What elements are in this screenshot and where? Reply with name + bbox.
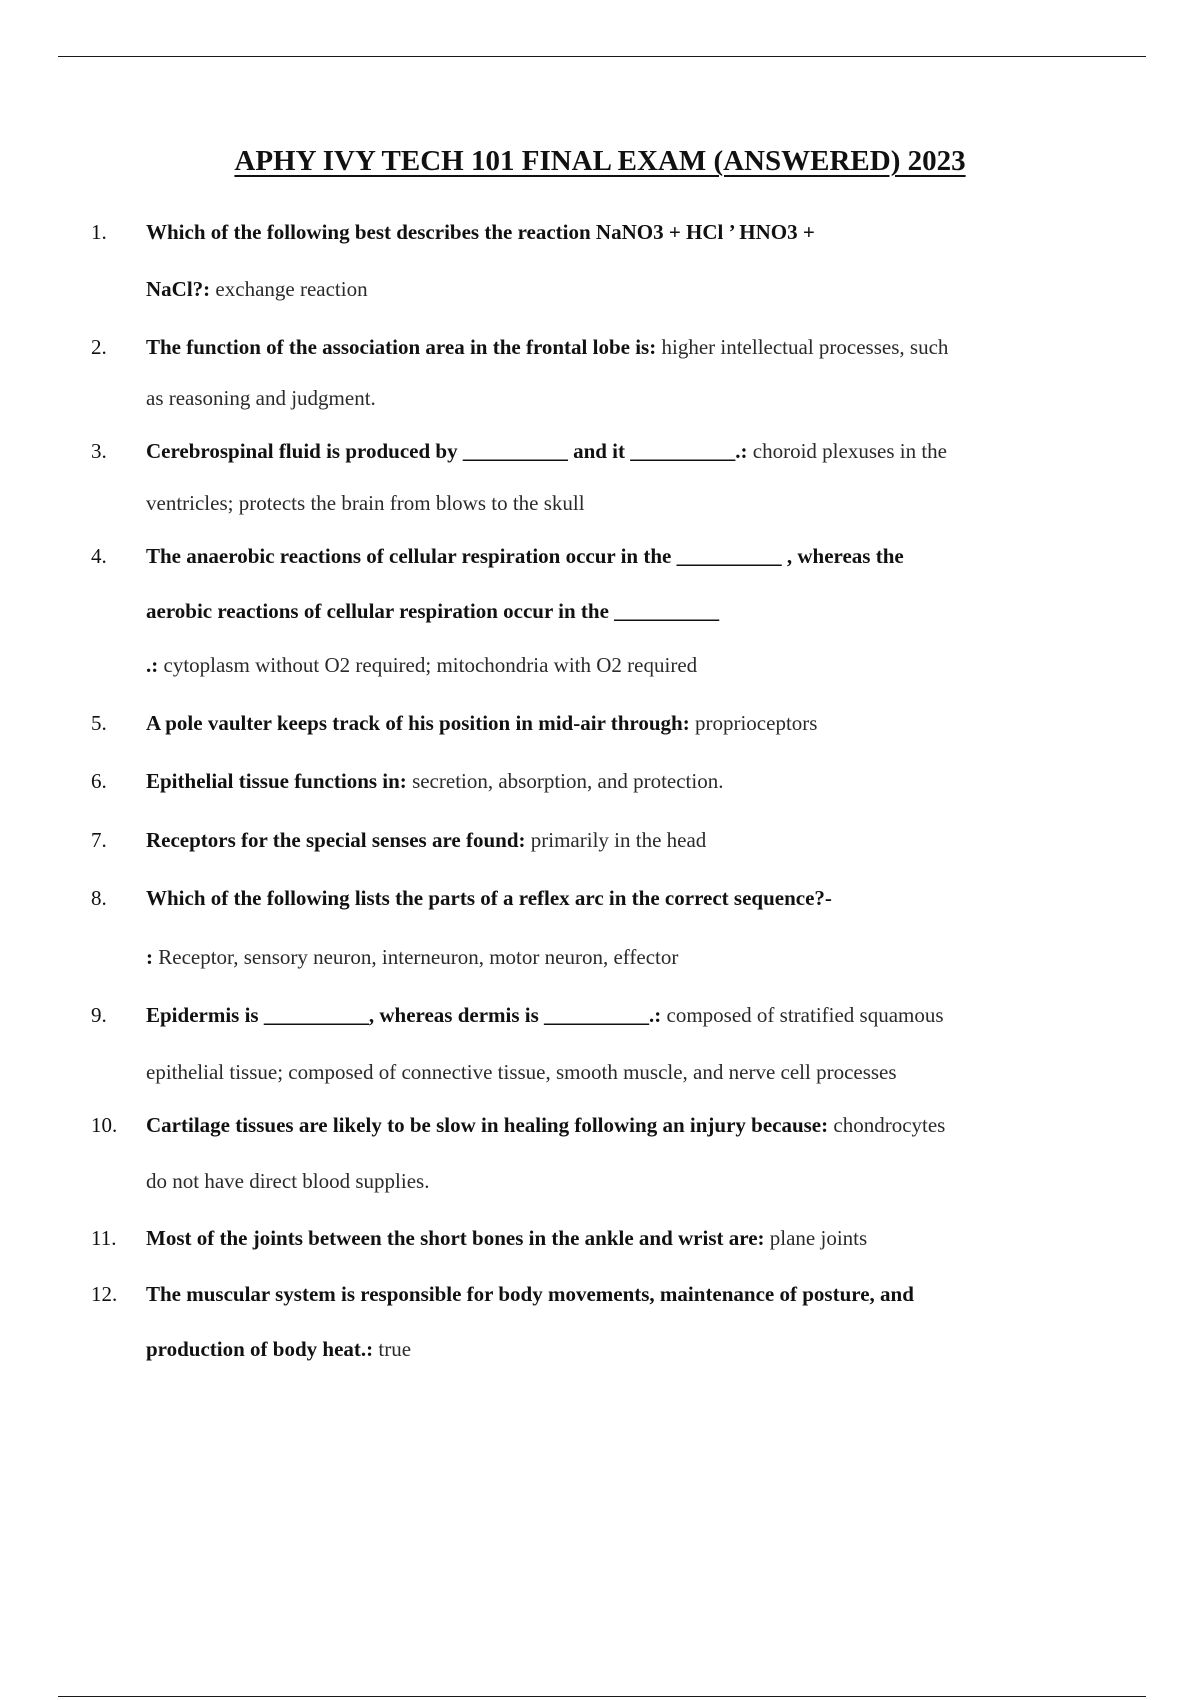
answer-text: ventricles; protects the brain from blows to the skull [146,491,585,515]
question-text: .: [146,653,159,677]
question-text: Most of the joints between the short bones in the ankle and wrist are: [146,1226,765,1250]
question-text: Which of the following best describes the reaction NaNO3 + HCl ’ HNO3 + [146,220,815,244]
question-text: The muscular system is responsible for body movements, maintenance of posture, and [146,1282,914,1306]
answer-text: exchange reaction [210,277,368,301]
answer-text: as reasoning and judgment. [146,386,376,410]
answer-text: Receptor, sensory neuron, interneuron, motor neuron, effector [153,945,679,969]
question-line [146,943,1086,971]
question-line [146,651,1086,679]
question-line [146,489,1086,517]
question-line [146,1001,1086,1029]
question-number: 1. [91,220,107,244]
question-text: Cartilage tissues are likely to be slow in healing following an injury because: [146,1113,829,1137]
question-text: aerobic reactions of cellular respiration occur in the __________ [146,599,720,623]
question-number: 3. [91,439,107,463]
question-number: 10. [91,1113,118,1137]
question-number: 11. [91,1226,117,1250]
question-line [146,333,1086,361]
question-line [146,1335,1086,1363]
question-text: The function of the association area in the frontal lobe is: [146,335,657,359]
answer-text: plane joints [764,1226,868,1250]
question-line [146,218,1086,246]
page-title [0,143,1200,179]
answer-text: choroid plexuses in the [747,439,947,463]
question-line [146,542,1086,570]
question-text: NaCl?: [146,277,211,301]
answer-text: secretion, absorption, and protection. [406,769,724,793]
question-text: production of body heat.: [146,1337,374,1361]
answer-text: composed of stratified squamous [661,1003,944,1027]
question-text: : [146,945,153,969]
question-text: Cerebrospinal fluid is produced by __________ and it __________.: [146,439,748,463]
question-line [146,884,1086,912]
question-line [146,1058,1086,1086]
answer-text: epithelial tissue; composed of connective tissue, smooth muscle, and nerve cell processes [146,1060,897,1084]
question-line [146,1280,1086,1308]
answer-text: true [373,1337,412,1361]
question-text: Receptors for the special senses are found: [146,828,526,852]
question-line [146,826,1086,854]
question-text: Which of the following lists the parts of a reflex arc in the correct sequence?- [146,886,832,910]
question-number: 8. [91,886,107,910]
answer-text: proprioceptors [689,711,818,735]
question-number: 6. [91,769,107,793]
top-rule [58,56,1146,57]
question-number: 7. [91,828,107,852]
page-title-text: APHY IVY TECH 101 FINAL EXAM (ANSWERED) 2023 [234,145,966,177]
question-line [146,1224,1086,1252]
question-number: 9. [91,1003,107,1027]
question-number: 5. [91,711,107,735]
question-line [146,767,1086,795]
question-line [146,1111,1086,1139]
question-number: 4. [91,544,107,568]
question-text: The anaerobic reactions of cellular respiration occur in the __________ , whereas the [146,544,904,568]
question-text: A pole vaulter keeps track of his position in mid-air through: [146,711,690,735]
question-line [146,384,1086,412]
question-line [146,1167,1086,1195]
question-line [146,597,1086,625]
question-number: 12. [91,1282,118,1306]
question-text: Epidermis is __________, whereas dermis is __________.: [146,1003,662,1027]
answer-text: do not have direct blood supplies. [146,1169,430,1193]
answer-text: primarily in the head [525,828,707,852]
answer-text: chondrocytes [828,1113,946,1137]
answer-text: higher intellectual processes, such [656,335,949,359]
bottom-rule [58,1696,1146,1697]
question-line [146,275,1086,303]
answer-text: cytoplasm without O2 required; mitochondria with O2 required [158,653,698,677]
question-line [146,709,1086,737]
question-text: Epithelial tissue functions in: [146,769,407,793]
question-line [146,437,1086,465]
question-number: 2. [91,335,107,359]
